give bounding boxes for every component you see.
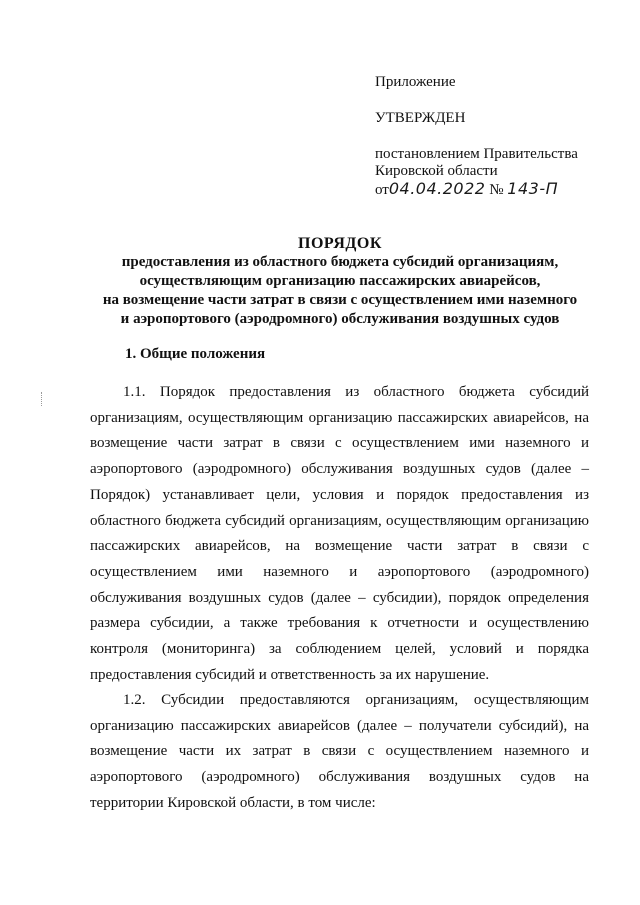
title-line-3: на возмещение части затрат в связи с осуществлением ими наземного — [102, 292, 578, 308]
handwritten-date: 04.04.2022 — [388, 179, 486, 198]
decree-line-1: постановлением Правительства — [375, 146, 578, 162]
appendix-label: Приложение — [375, 74, 456, 90]
paragraph-1-1: 1.1. Порядок предоставления из областного бюджета субсидий организациям, осуществляющим организацию пассажирских авиарейсов, на возмещение части затрат в связи с осуществлением ими наземного и аэропортового (аэродромного) обслуживания воздушных судов (далее – Порядок) устанавливает цели, условия и порядок предоставления из областного бюджета субсидий организациям, осуществляющим организацию пассажирских авиарейсов, на возмещение части затрат в связи с осуществлением ими наземного и аэропортового (аэродромного) обслуживания воздушных судов (далее – субсидии), порядок определения размера субсидии, а также требования к отчетности и осуществлению контроля (мониторинга) за соблюдением целей, условий и порядка предоставления субсидий и ответственность за их нарушение. — [90, 384, 589, 683]
title-main: ПОРЯДОК — [298, 235, 382, 252]
decree-date-number — [375, 180, 558, 199]
title-line-2: осуществляющим организацию пассажирских авиарейсов, — [139, 273, 541, 289]
decree-line-2: Кировской области — [375, 163, 498, 179]
scan-margin-mark — [41, 392, 45, 406]
title-line-1: предоставления из областного бюджета субсидий организациям, — [121, 254, 559, 270]
handwritten-number: 143-П — [507, 179, 559, 198]
number-prefix: № — [489, 182, 504, 198]
paragraph-1-2: 1.2. Субсидии предоставляются организациям, осуществляющим организацию пассажирских авиарейсов (далее – получатели субсидий), на возмещение части их затрат в связи с осуществлением наземного и аэропортового (аэродромного) обслуживания воздушных судов на территории Кировской области, в том числе: — [90, 692, 589, 811]
approved-label: УТВЕРЖДЕН — [375, 110, 466, 126]
document-title — [90, 234, 590, 329]
date-prefix: от — [375, 182, 389, 198]
title-line-4: и аэропортового (аэродромного) обслуживания воздушных судов — [120, 311, 560, 327]
section-heading: 1. Общие положения — [125, 346, 266, 362]
